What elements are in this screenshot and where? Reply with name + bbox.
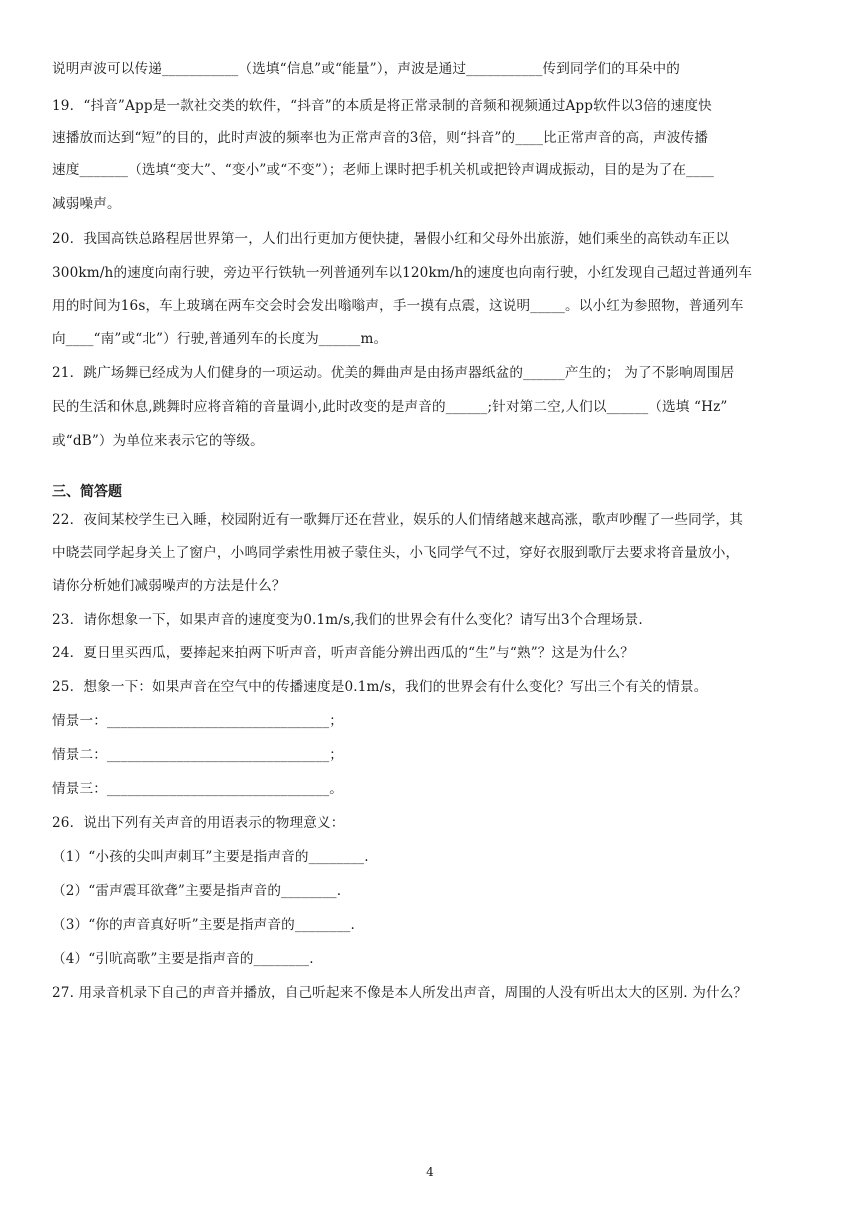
text-line: 26．说出下列有关声音的用语表示的物理意义： <box>52 815 345 831</box>
text-line: 19．“抖音”App是一款社交类的软件，“抖音”的本质是将正常录制的音频和视频通过App软件以3倍的速度快 <box>52 98 712 114</box>
sub-question: （1）“小孩的尖叫声刺耳”主要是指声音的________. <box>52 849 369 865</box>
sub-question: （4）“引吭高歌”主要是指声音的________. <box>52 951 314 967</box>
text-line: 用的时间为16s，车上玻璃在两车交会时会发出嗡嗡声，手一摸有点震，这说明_____。以小红为参照物，普通列车 <box>52 298 744 314</box>
text-line: 说明声波可以传递___________（选填“信息”或“能量”），声波是通过___________传到同学们的耳朵中的 <box>52 61 680 77</box>
page-number: 4 <box>426 1165 434 1179</box>
text-line: 25．想象一下：如果声音在空气中的传播速度是0.1m/s，我们的世界会有什么变化？写出三个有关的情景。 <box>52 679 708 695</box>
text-line: 中晓芸同学起身关上了窗户，小鸣同学索性用被子蒙住头，小飞同学气不过，穿好衣服到歌厅去要求将音量放小， <box>52 545 740 561</box>
text-line: 300km/h的速度向南行驶，旁边平行铁轨一列普通列车以120km/h的速度也向南行驶，小红发现自己超过普通列车 <box>52 265 753 281</box>
section-title: 三、简答题 <box>52 484 122 500</box>
text-line: 请你分析她们减弱噪声的方法是什么？ <box>52 578 286 594</box>
text-line: 20．我国高铁总路程居世界第一，人们出行更加方便快捷，暑假小红和父母外出旅游，她们乘坐的高铁动车正以 <box>52 231 730 247</box>
sub-question: （3）“你的声音真好听”主要是指声音的________. <box>52 917 355 933</box>
text-line: 22．夜间某校学生已入睡，校园附近有一歌舞厅还在营业，娱乐的人们情绪越来越高涨，歌声吵醒了一些同学，其 <box>52 512 744 528</box>
text-line: 21．跳广场舞已经成为人们健身的一项运动。优美的舞曲声是由扬声器纸盆的______产生的； 为了不影响周围居 <box>52 365 735 381</box>
text-line: 23．请你想象一下，如果声音的速度变为0.1m/s,我们的世界会有什么变化？请写出3个合理场景. <box>52 612 643 628</box>
sub-question: （2）“雷声震耳欲聋”主要是指声音的________. <box>52 883 342 899</box>
scenario-line: 情景一：________________________________； <box>52 713 344 729</box>
text-line: 向____“南”或“北”）行驶,普通列车的长度为______m。 <box>52 331 388 347</box>
text-line: 速播放而达到“短”的目的，此时声波的频率也为正常声音的3倍，则“抖音”的____比正常声音的高，声波传播 <box>52 130 708 146</box>
text-line: 27. 用录音机录下自己的声音并播放，自己听起来不像是本人所发出声音，周围的人没有听出太大的区别. 为什么？ <box>52 985 748 1001</box>
text-line: 减弱噪声。 <box>52 196 121 212</box>
text-line: 或“dB”）为单位来表示它的等级。 <box>52 433 264 449</box>
text-line: 24．夏日里买西瓜，要捧起来拍两下听声音，听声音能分辨出西瓜的“生”与“熟”？这是为什么？ <box>52 645 634 661</box>
scenario-line: 情景三：________________________________。 <box>52 781 344 797</box>
text-line: 速度_______（选填“变大”、“变小”或“不变”）；老师上课时把手机关机或把铃声调成振动，目的是为了在____ <box>52 162 714 178</box>
scenario-line: 情景二：________________________________； <box>52 747 344 763</box>
text-line: 民的生活和休息,跳舞时应将音箱的音量调小,此时改变的是声音的______;针对第二空,人们以______（选填 “Hz” <box>52 399 728 415</box>
